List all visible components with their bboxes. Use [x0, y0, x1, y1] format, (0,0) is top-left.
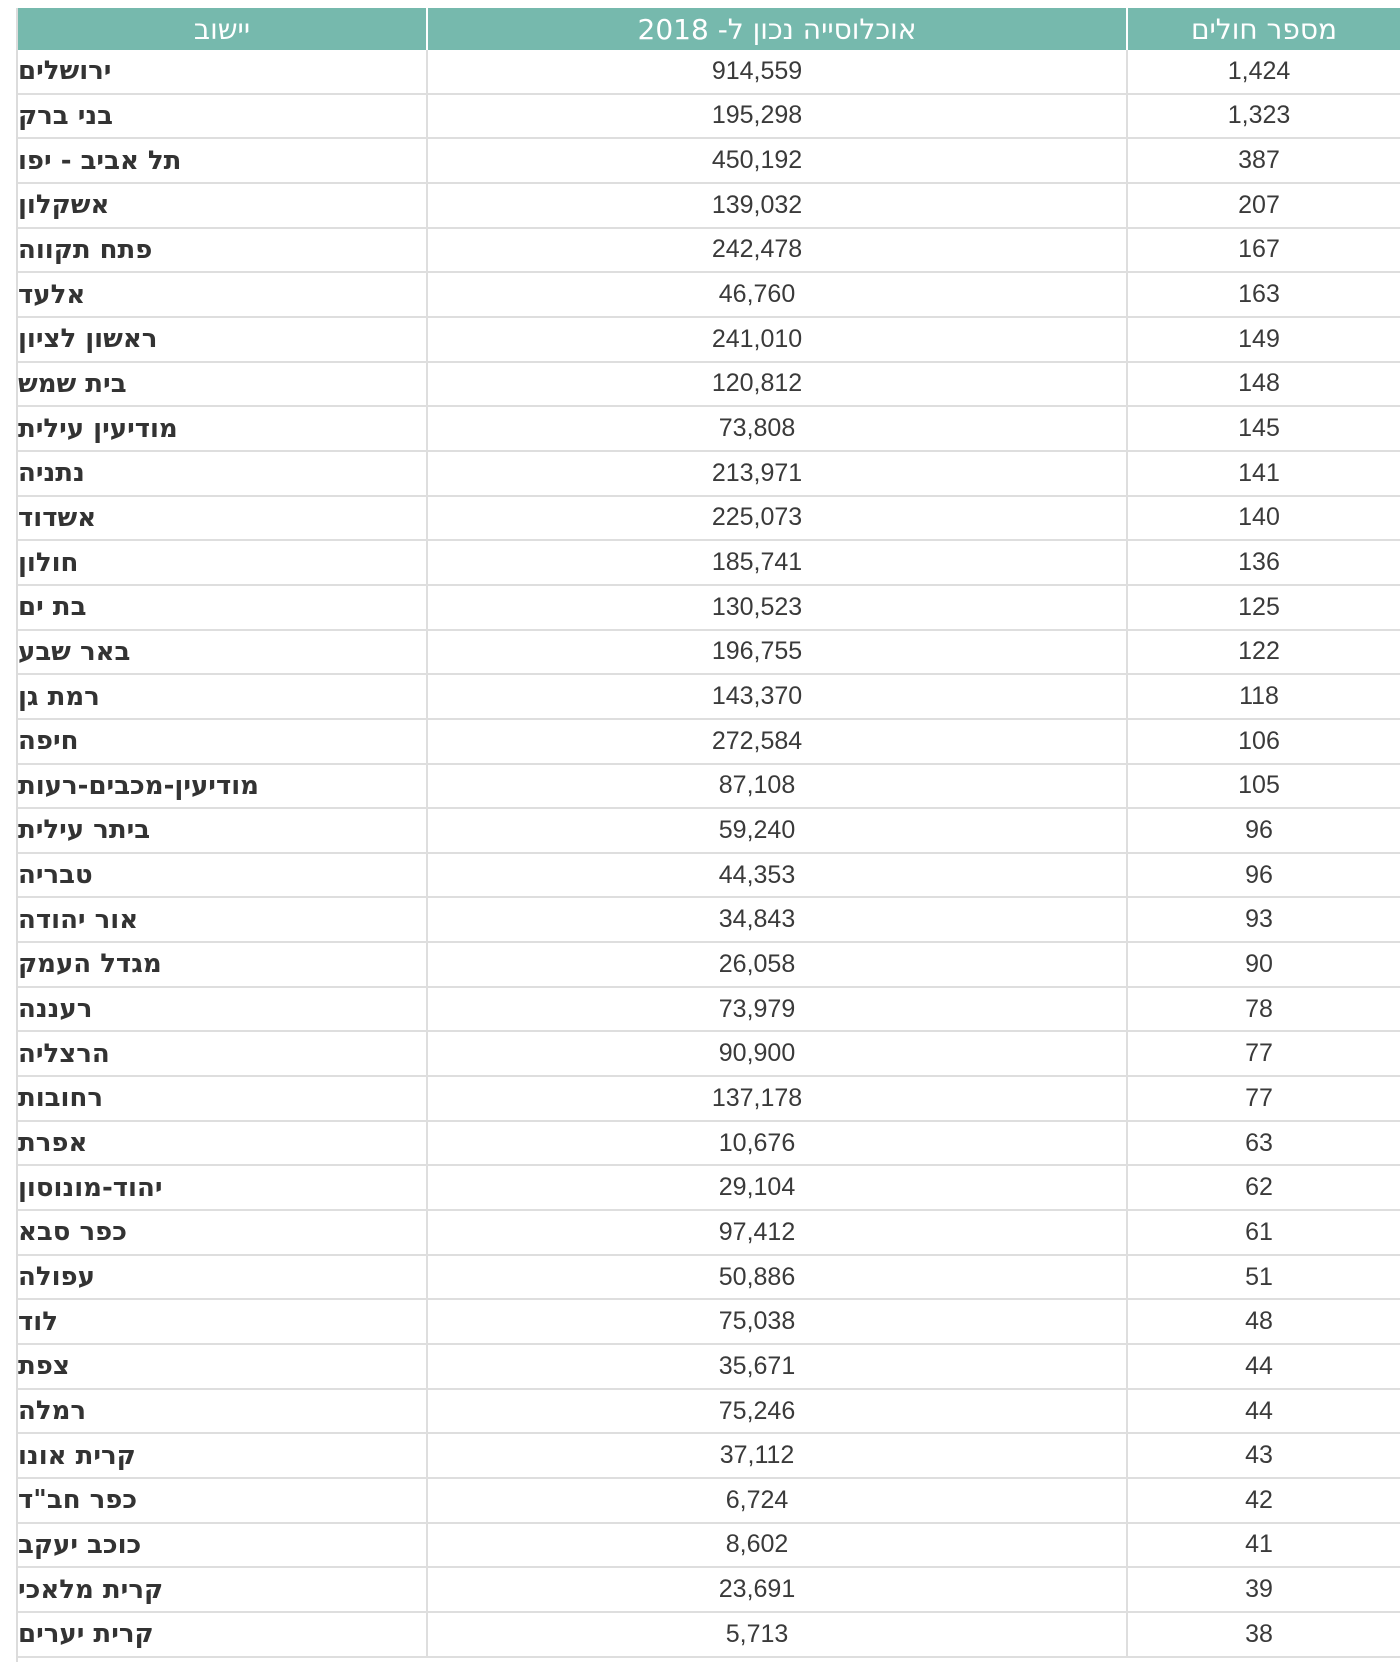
cell-patients[interactable]: 122: [1128, 631, 1400, 676]
column-header-settlement[interactable]: יישוב: [18, 8, 428, 50]
cell-settlement[interactable]: אשדוד: [18, 497, 428, 542]
cell-settlement[interactable]: תל אביב - יפו: [18, 139, 428, 184]
cell-population[interactable]: 46,760: [428, 273, 1128, 318]
cell-population[interactable]: 450,192: [428, 139, 1128, 184]
cell-settlement[interactable]: כפר חב"ד: [18, 1479, 428, 1524]
cell-population[interactable]: 75,038: [428, 1300, 1128, 1345]
cell-settlement[interactable]: קרית מלאכי: [18, 1568, 428, 1613]
cell-patients[interactable]: 51: [1128, 1256, 1400, 1301]
cell-settlement[interactable]: הרצליה: [18, 1032, 428, 1077]
cell-population[interactable]: 35,671: [428, 1345, 1128, 1390]
cell-settlement[interactable]: קרית אונו: [18, 1434, 428, 1479]
cell-patients[interactable]: 148: [1128, 363, 1400, 408]
cell-population[interactable]: 242,478: [428, 229, 1128, 274]
cell-settlement[interactable]: קרית יערים: [18, 1613, 428, 1658]
cell-settlement[interactable]: טבריה: [18, 854, 428, 899]
cell-population[interactable]: 241,010: [428, 318, 1128, 363]
cell-patients[interactable]: 125: [1128, 586, 1400, 631]
cell-patients[interactable]: 149: [1128, 318, 1400, 363]
cell-patients[interactable]: 62: [1128, 1166, 1400, 1211]
cell-patients[interactable]: 43: [1128, 1434, 1400, 1479]
cell-population[interactable]: 90,900: [428, 1032, 1128, 1077]
cell-population[interactable]: 8,602: [428, 1524, 1128, 1569]
cell-settlement[interactable]: כפר סבא: [18, 1211, 428, 1256]
cell-patients[interactable]: 90: [1128, 943, 1400, 988]
cell-patients[interactable]: 77: [1128, 1077, 1400, 1122]
cell-population[interactable]: 73,808: [428, 407, 1128, 452]
cell-settlement[interactable]: מגדל העמק: [18, 943, 428, 988]
cell-population[interactable]: 29,104: [428, 1166, 1128, 1211]
cell-patients[interactable]: 63: [1128, 1122, 1400, 1167]
cell-population[interactable]: 139,032: [428, 184, 1128, 229]
cell-settlement[interactable]: ביתר עילית: [18, 809, 428, 854]
cell-population[interactable]: 5,713: [428, 1613, 1128, 1658]
cell-settlement[interactable]: רמת גן: [18, 675, 428, 720]
cell-patients[interactable]: 96: [1128, 809, 1400, 854]
column-header-patients[interactable]: מספר חולים: [1128, 8, 1400, 50]
cell-settlement[interactable]: ראשון לציון: [18, 318, 428, 363]
cell-population[interactable]: 130,523: [428, 586, 1128, 631]
cell-settlement[interactable]: לוד: [18, 1300, 428, 1345]
cell-patients[interactable]: 1,323: [1128, 95, 1400, 140]
cell-settlement[interactable]: מודיעין עילית: [18, 407, 428, 452]
cell-settlement[interactable]: כוכב יעקב: [18, 1524, 428, 1569]
cell-patients[interactable]: 118: [1128, 675, 1400, 720]
data-table: [16, 8, 1400, 1662]
cell-patients[interactable]: 42: [1128, 1479, 1400, 1524]
cell-patients[interactable]: 106: [1128, 720, 1400, 765]
cell-patients[interactable]: 141: [1128, 452, 1400, 497]
cell-population[interactable]: 50,886: [428, 1256, 1128, 1301]
cell-population[interactable]: 196,755: [428, 631, 1128, 676]
cell-population[interactable]: 44,353: [428, 854, 1128, 899]
cell-population[interactable]: 34,843: [428, 898, 1128, 943]
cell-patients[interactable]: 96: [1128, 854, 1400, 899]
cell-population[interactable]: 75,246: [428, 1390, 1128, 1435]
cell-patients[interactable]: 39: [1128, 1568, 1400, 1613]
cell-settlement[interactable]: חולון: [18, 541, 428, 586]
cell-settlement[interactable]: חיפה: [18, 720, 428, 765]
cell-settlement[interactable]: בת ים: [18, 586, 428, 631]
cell-population[interactable]: 120,812: [428, 363, 1128, 408]
cell-population[interactable]: 143,370: [428, 675, 1128, 720]
cell-patients[interactable]: 38: [1128, 1613, 1400, 1658]
cell-settlement[interactable]: אשקלון: [18, 184, 428, 229]
cell-settlement[interactable]: בני ברק: [18, 95, 428, 140]
cell-settlement[interactable]: אלעד: [18, 273, 428, 318]
cell-population[interactable]: 195,298: [428, 95, 1128, 140]
cell-population[interactable]: 213,971: [428, 452, 1128, 497]
cell-population[interactable]: 225,073: [428, 497, 1128, 542]
cell-settlement[interactable]: מודיעין-מכבים-רעות: [18, 765, 428, 810]
cell-settlement[interactable]: רחובות: [18, 1077, 428, 1122]
cell-population[interactable]: 97,412: [428, 1211, 1128, 1256]
cell-patients[interactable]: 145: [1128, 407, 1400, 452]
cell-population[interactable]: 6,724: [428, 1479, 1128, 1524]
cell-population[interactable]: 26,058: [428, 943, 1128, 988]
cell-population[interactable]: 73,979: [428, 988, 1128, 1033]
cell-patients[interactable]: 61: [1128, 1211, 1400, 1256]
cell-population[interactable]: 37,112: [428, 1434, 1128, 1479]
cell-patients[interactable]: 387: [1128, 139, 1400, 184]
cell-settlement[interactable]: פתח תקווה: [18, 229, 428, 274]
cell-patients[interactable]: 77: [1128, 1032, 1400, 1077]
cell-population[interactable]: 59,240: [428, 809, 1128, 854]
cell-patients[interactable]: 105: [1128, 765, 1400, 810]
cell-settlement[interactable]: אפרת: [18, 1122, 428, 1167]
cell-patients[interactable]: 93: [1128, 898, 1400, 943]
cell-patients[interactable]: 140: [1128, 497, 1400, 542]
cell-settlement[interactable]: רעננה: [18, 988, 428, 1033]
cell-settlement[interactable]: באר שבע: [18, 631, 428, 676]
cell-patients[interactable]: 207: [1128, 184, 1400, 229]
cell-settlement[interactable]: יהוד-מונוסון: [18, 1166, 428, 1211]
cell-patients[interactable]: 48: [1128, 1300, 1400, 1345]
cell-population[interactable]: 272,584: [428, 720, 1128, 765]
cell-patients[interactable]: 136: [1128, 541, 1400, 586]
cell-settlement[interactable]: עפולה: [18, 1256, 428, 1301]
cell-population[interactable]: 23,691: [428, 1568, 1128, 1613]
cell-patients[interactable]: 1,424: [1128, 50, 1400, 95]
cell-population[interactable]: 914,559: [428, 50, 1128, 95]
cell-population[interactable]: 185,741: [428, 541, 1128, 586]
cell-patients[interactable]: 163: [1128, 273, 1400, 318]
cell-patients[interactable]: 41: [1128, 1524, 1400, 1569]
cell-settlement[interactable]: רמלה: [18, 1390, 428, 1435]
cell-settlement[interactable]: צפת: [18, 1345, 428, 1390]
cell-population[interactable]: 87,108: [428, 765, 1128, 810]
cell-settlement[interactable]: ירושלים: [18, 50, 428, 95]
cell-patients[interactable]: 78: [1128, 988, 1400, 1033]
cell-population[interactable]: 137,178: [428, 1077, 1128, 1122]
cell-population[interactable]: 10,676: [428, 1122, 1128, 1167]
column-header-population[interactable]: אוכלוסייה נכון ל- 2018: [428, 8, 1128, 50]
cell-settlement[interactable]: בית שמש: [18, 363, 428, 408]
cell-patients[interactable]: 44: [1128, 1390, 1400, 1435]
cell-settlement[interactable]: נתניה: [18, 452, 428, 497]
cell-patients[interactable]: 44: [1128, 1345, 1400, 1390]
cell-settlement[interactable]: אור יהודה: [18, 898, 428, 943]
cell-patients[interactable]: 167: [1128, 229, 1400, 274]
